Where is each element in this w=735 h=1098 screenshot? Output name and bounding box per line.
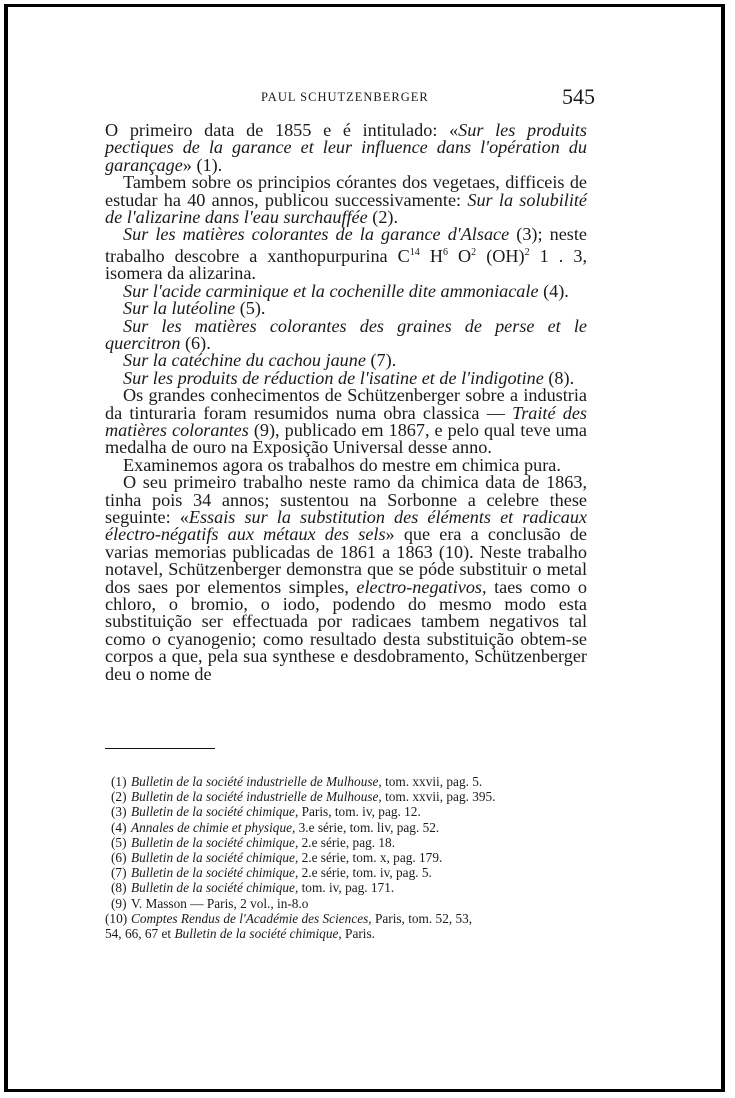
- footnote: [105, 774, 587, 789]
- page-number: 545: [562, 84, 595, 109]
- formula-index: 2: [524, 246, 530, 258]
- paragraph-3: [105, 226, 587, 282]
- footnotes: [105, 774, 587, 941]
- work-title: Sur la catéchine du cachou jaune: [123, 350, 366, 371]
- text-run: (2).: [367, 207, 399, 228]
- text-run: (5).: [235, 298, 266, 319]
- text-run: Examinemos agora os trabalhos do mestre em chimica pura.: [123, 454, 561, 475]
- footnote-title: Bulletin de la société chimique,: [131, 850, 299, 866]
- footnote: [105, 880, 587, 895]
- footnote-title: Bulletin de la société chimique,: [131, 880, 299, 896]
- running-head: PAUL SCHUTZENBERGER: [261, 90, 429, 104]
- text-run: Os grandes conhecimentos de Schützenberger sobre a industria da tinturaria foram resumidos numa obra classica —: [105, 385, 587, 423]
- footnote-text: tom. xxvii, pag. 5.: [381, 774, 483, 789]
- footnote: [105, 896, 587, 911]
- text-run: (9), publicado em 1867, e pelo qual teve uma medalha de ouro na Exposição Universal desse anno.: [105, 419, 587, 458]
- footnote-text: 2.e série, pag. 18.: [298, 834, 396, 850]
- paragraph-6: [105, 315, 587, 353]
- footnote-number: (4): [111, 819, 127, 835]
- formula-index: 6: [442, 246, 448, 258]
- footnote: [105, 789, 587, 804]
- work-title: Sur la solubilité de l'alizarine dans l'eau surchauffée: [105, 189, 587, 228]
- term: electro-negativos,: [356, 576, 487, 597]
- page-header: [105, 84, 595, 114]
- footnote: [105, 820, 587, 835]
- footnote-text: tom. iv, pag. 171.: [298, 880, 395, 896]
- text-run: (6).: [180, 332, 211, 353]
- footnote-text: Paris, tom. 52, 53,: [371, 910, 473, 926]
- work-title: Essais sur la substitution des éléments et radicaux électro-négatifs aux métaux des sels: [105, 507, 587, 545]
- text-run: Tambem sobre os principios córantes dos vegetaes, difficeis de estudar ha 40 annos, publicou successivamente:: [105, 172, 587, 210]
- footnote-number: (7): [111, 865, 127, 881]
- text-run: H: [419, 245, 443, 266]
- footnote-title: Bulletin de la société industrielle de Mulhouse,: [131, 789, 382, 805]
- footnote-number: (2): [111, 789, 127, 805]
- text-run: 1 . 3, isomera da alizarina.: [105, 245, 588, 284]
- work-title: Sur la lutéoline: [123, 298, 236, 319]
- text-run: » que era a conclusão de varias memorias publicadas de 1861 a 1863 (10). Neste trabalho notavel, Schützenberger demonstra que se póde substituir o metal dos saes por elementos simples,: [105, 524, 587, 597]
- footnote: [105, 835, 587, 850]
- footnote-continuation: [105, 926, 587, 941]
- text-run: taes como o chloro, o bromio, o iodo, podendo do mesmo modo esta substituição ser effectuada por radicaes tambem negativos tal como o cyanogenio; como resultado desta substituição obtem-se corpos a que, pela sua synthese e desdobramento, Schützenberger deu o nome de: [105, 576, 587, 684]
- paragraph-11: [105, 474, 587, 683]
- footnote-text: V. Masson — Paris, 2 vol., in-8.o: [131, 895, 309, 911]
- footnote-title: Bulletin de la société industrielle de Mulhouse,: [131, 774, 382, 789]
- work-title: Sur les matières colorantes des graines de perse et le quercitron: [105, 315, 587, 353]
- footnote: [105, 865, 587, 880]
- footnote-title: Comptes Rendus de l'Académie des Sciences,: [131, 910, 372, 926]
- text-run: » (1).: [182, 154, 223, 175]
- footnote-title: Annales de chimie et physique,: [131, 819, 296, 835]
- footnote-text: Paris.: [341, 926, 375, 942]
- footnote-number: (9): [111, 895, 127, 911]
- footnote-text: 54, 66, 67 et: [105, 926, 175, 942]
- text-run: O: [447, 245, 472, 266]
- work-title: Sur l'acide carminique et la cochenille dite ammoniacale: [123, 280, 539, 301]
- footnote-text: 2.e série, tom. x, pag. 179.: [298, 850, 443, 866]
- work-title: Sur les matières colorantes de la garance d'Alsace: [123, 224, 510, 245]
- footnote-text: tom. xxvii, pag. 395.: [381, 789, 496, 805]
- work-title: Sur les produits pectiques de la garance et leur influence dans l'opération du garançage: [105, 120, 587, 175]
- footnote-title: Bulletin de la société chimique,: [131, 804, 299, 820]
- footnote-number: (8): [111, 880, 127, 896]
- text-run: O primeiro data de 1855 e é intitulado: «: [105, 120, 459, 140]
- footnote-number: (5): [111, 834, 127, 850]
- footnote-number: (1): [111, 774, 127, 789]
- footnote-text: 2.e série, tom. iv, pag. 5.: [298, 865, 432, 881]
- work-title: Sur les produits de réduction de l'isatine et de l'indigotine: [123, 367, 544, 388]
- text-run: (4).: [538, 280, 569, 301]
- paragraph-1: [105, 122, 587, 174]
- footnote-number: (6): [111, 850, 127, 866]
- text-run: (8).: [543, 367, 575, 388]
- footnote: [105, 804, 587, 819]
- footnote-number: (10): [105, 910, 128, 926]
- text-run: (7).: [365, 350, 397, 371]
- text-run: (OH): [476, 245, 525, 266]
- paragraph-9: [105, 387, 587, 457]
- footnote-title: Bulletin de la société chimique,: [131, 865, 299, 881]
- paragraph-2: [105, 174, 587, 226]
- work-title: Traité des matières colorantes: [105, 402, 587, 440]
- footnote-text: 3.e série, tom. liv, pag. 52.: [295, 819, 440, 835]
- footnote-divider: [105, 748, 215, 749]
- text-run: (3); neste trabalho descobre a xanthopurpurina C: [105, 224, 587, 266]
- text-run: O seu primeiro trabalho neste ramo da chimica data de 1863, tinha pois 34 annos; sustentou na Sorbonne a celebre these seguinte: «: [105, 472, 587, 527]
- footnote-text: Paris, tom. iv, pag. 12.: [298, 804, 421, 820]
- body-text: [105, 122, 587, 683]
- footnote: [105, 911, 587, 926]
- footnote-number: (3): [111, 804, 127, 820]
- footnote-title: Bulletin de la société chimique,: [131, 834, 299, 850]
- footnote: [105, 850, 587, 865]
- footnote-title: Bulletin de la société chimique,: [174, 926, 342, 942]
- formula-index: 2: [471, 246, 477, 258]
- formula-index: 14: [409, 246, 420, 258]
